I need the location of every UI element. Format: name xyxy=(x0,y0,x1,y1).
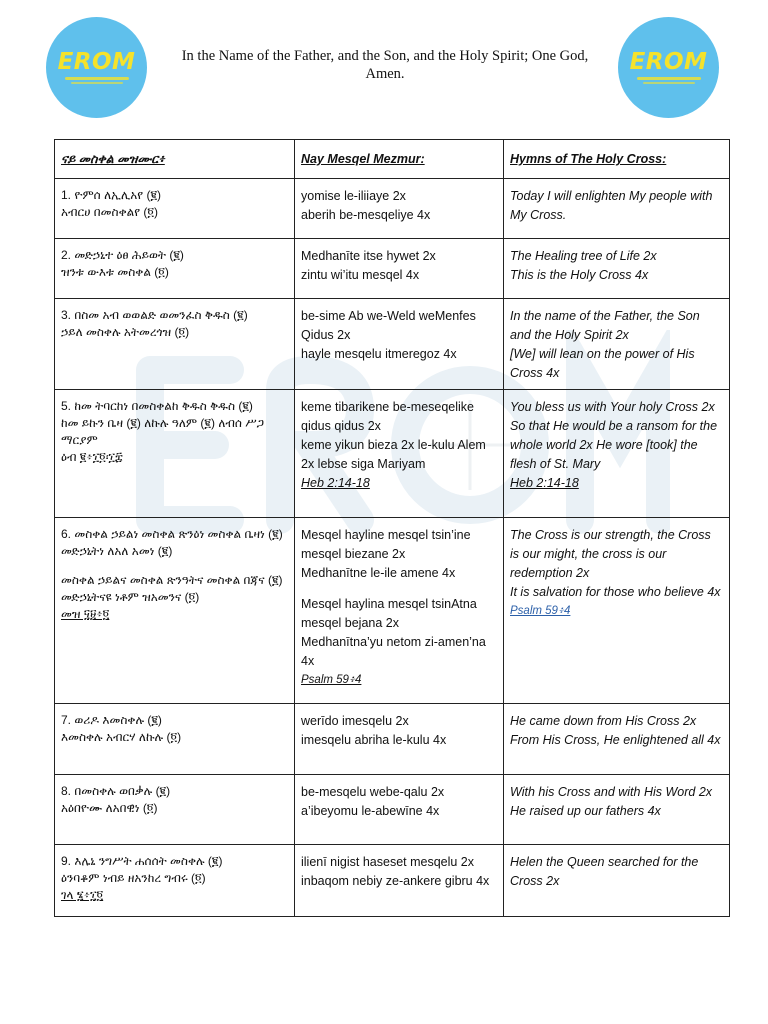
translit-line: yomise le-iliiaye 2x xyxy=(301,189,406,203)
geez-line: አዕበዮሙ ለአበዊነ (፬) xyxy=(61,801,158,815)
english-line: He came down from His Cross 2x xyxy=(510,714,697,728)
hymns-table xyxy=(54,139,730,917)
logo-tagline-bar xyxy=(71,82,123,84)
geez-line: 6. መስቀል ኃይልነ መስቀል ጽንዕነ መስቀል ቤዛነ (፪) xyxy=(61,527,283,541)
translit-line: inbaqom nebiy ze-ankere gibru 4x xyxy=(301,874,490,888)
translit-cell xyxy=(295,390,504,518)
geez-line: 5. ከመ ትባርከነ በመስቀልከ ቅዱስ ቅዱስ (፪) xyxy=(61,399,253,413)
bible-reference: Psalm 59፥4 xyxy=(510,605,571,617)
table-row xyxy=(55,299,730,390)
table-row xyxy=(55,179,730,239)
geez-line: መስቀል ኃይልና መስቀል ጽንዓትና መስቀል በጃና (፪) xyxy=(61,573,283,587)
english-cell xyxy=(504,299,730,390)
english-cell xyxy=(504,518,730,704)
header-cell-english xyxy=(504,140,730,179)
logo-tagline-bar xyxy=(643,82,695,84)
geez-cell xyxy=(55,239,295,299)
geez-cell xyxy=(55,775,295,845)
geez-line: 1. ዮምሰ ለኢሊአየ (፪) xyxy=(61,188,162,202)
english-cell xyxy=(504,704,730,775)
table-row xyxy=(55,390,730,518)
translit-line: Medhanītna’yu netom zi-amen’na 4x xyxy=(301,635,486,668)
geez-line: 2. መድኃኒተ ዕፀ ሕይወት (፪) xyxy=(61,248,184,262)
page-title: In the Name of the Father, and the Son, and the Holy Spirit; One God, Amen. xyxy=(181,48,589,82)
translit-cell xyxy=(295,518,504,704)
english-line: You bless us with Your holy Cross 2x xyxy=(510,400,715,414)
english-cell xyxy=(504,775,730,845)
english-line: Helen the Queen searched for the Cross 2x xyxy=(510,855,699,888)
english-line: Today I will enlighten My people with My Cross. xyxy=(510,189,713,222)
translit-line: ilienī nigist haseset mesqelu 2x xyxy=(301,855,475,869)
table-row xyxy=(55,775,730,845)
translit-line: Mesqel hayline mesqel tsin’ine mesqel biezane 2x xyxy=(301,528,471,561)
geez-cell xyxy=(55,390,295,518)
english-cell xyxy=(504,390,730,518)
header-translit: Nay Mesqel Mezmur: xyxy=(301,152,425,166)
translit-cell xyxy=(295,845,504,917)
geez-line: 9. እሌኒ ንግሥት ሐሰሰት መስቀሉ (፪) xyxy=(61,854,223,868)
geez-line: መድኃኒትናዩ ነቶም ዝአመንና (፬) xyxy=(61,590,200,604)
table-header-row xyxy=(55,140,730,179)
geez-cell xyxy=(55,179,295,239)
logo-tagline-bar xyxy=(637,77,701,80)
geez-reference: መዝ ፶፱፥፬ xyxy=(61,607,110,621)
translit-line: keme tibarikene be-meseqelike qidus qidus 2x xyxy=(301,400,475,433)
translit-line: Medhanīte itse hywet 2x xyxy=(301,249,436,263)
bible-reference: Psalm 59፥4 xyxy=(301,674,362,686)
english-line: From His Cross, He enlightened all 4x xyxy=(510,733,721,747)
geez-line: 3. በስመ አብ ወወልድ ወመንፈስ ቅዱስ (፪) xyxy=(61,308,248,322)
translit-line: imesqelu abriha le-kulu 4x xyxy=(301,733,447,747)
header-geez: ናይ መስቀል መዝሙር፥ xyxy=(61,152,165,166)
translit-cell xyxy=(295,775,504,845)
english-line: This is the Holy Cross 4x xyxy=(510,268,649,282)
geez-reference: ዕብ ፪፥፲፬፡፲፰ xyxy=(61,450,123,464)
header-english: Hymns of The Holy Cross: xyxy=(510,152,667,166)
translit-line: be-sime Ab we-Weld weMenfes Qidus 2x xyxy=(301,309,476,342)
geez-cell xyxy=(55,518,295,704)
english-line: It is salvation for those who believe 4x xyxy=(510,585,721,599)
english-line: With his Cross and with His Word 2x xyxy=(510,785,713,799)
geez-line: አብርሀ በመስቀልየ (፬) xyxy=(61,205,159,219)
translit-line: hayle mesqelu itmeregoz 4x xyxy=(301,347,457,361)
erom-logo-right xyxy=(618,17,719,118)
english-cell xyxy=(504,239,730,299)
translit-cell xyxy=(295,179,504,239)
geez-line: መድኃኒትነ ለአለ አመነ (፪) xyxy=(61,544,173,558)
table-row xyxy=(55,239,730,299)
translit-line: zintu wi’itu mesqel 4x xyxy=(301,268,420,282)
translit-line: Medhanītne le-ile amene 4x xyxy=(301,566,456,580)
geez-cell xyxy=(55,845,295,917)
translit-line: Mesqel haylina mesqel tsinAtna mesqel bejana 2x xyxy=(301,597,477,630)
geez-line: ኃይለ መስቀሉ አትመረጎዝ (፬) xyxy=(61,325,190,339)
geez-line: ከመ ይኩን ቤዛ (፪) ለኩሉ ዓለም (፪) ለብሰ ሥጋ ማርያም xyxy=(61,416,265,447)
geez-cell xyxy=(55,299,295,390)
header-cell-geez xyxy=(55,140,295,179)
english-cell xyxy=(504,845,730,917)
bible-reference: Heb 2:14-18 xyxy=(301,476,370,490)
english-line: The Healing tree of Life 2x xyxy=(510,249,657,263)
table-row xyxy=(55,518,730,704)
translit-line: be-mesqelu webe-qalu 2x xyxy=(301,785,445,799)
english-line: So that He would be a ransom for the whole world 2x He wore [took] the flesh of St. Mary xyxy=(510,419,718,471)
bible-reference: Heb 2:14-18 xyxy=(510,476,579,490)
translit-line: werīdo imesqelu 2x xyxy=(301,714,409,728)
translit-line: aberih be-mesqeliye 4x xyxy=(301,208,431,222)
geez-line: እመስቀሉ አብርሃ ለኩሉ (፬) xyxy=(61,730,182,744)
geez-cell xyxy=(55,704,295,775)
header-cell-translit xyxy=(295,140,504,179)
translit-cell xyxy=(295,299,504,390)
geez-line: 8. በመስቀሉ ወበቃሉ (፪) xyxy=(61,784,171,798)
translit-line: keme yikun bieza 2x le-kulu Alem 2x lebse siga Mariyam xyxy=(301,438,486,471)
translit-cell xyxy=(295,704,504,775)
erom-logo-left xyxy=(46,17,147,118)
geez-reference: ገላ ፮፥፲፬ xyxy=(61,888,104,902)
logo-tagline-bar xyxy=(65,77,129,80)
geez-line: ዕንባቆም ነብይ ዘአንከረ ግብሩ (፬) xyxy=(61,871,206,885)
translit-cell xyxy=(295,239,504,299)
logo-text: EROM xyxy=(57,49,136,75)
english-line: In the name of the Father, the Son and the Holy Spirit 2x xyxy=(510,309,700,342)
geez-line: 7. ወሪዶ እመስቀሉ (፪) xyxy=(61,713,162,727)
english-line: [We] will lean on the power of His Cross 4x xyxy=(510,347,695,380)
table-row xyxy=(55,704,730,775)
table-row xyxy=(55,845,730,917)
english-cell xyxy=(504,179,730,239)
translit-line: a’ibeyomu le-abewīne 4x xyxy=(301,804,440,818)
english-line: He raised up our fathers 4x xyxy=(510,804,661,818)
logo-text: EROM xyxy=(629,49,708,75)
english-line: The Cross is our strength, the Cross is our might, the cross is our redemption 2x xyxy=(510,528,711,580)
geez-line: ዝንቱ ውእቱ መስቀል (፬) xyxy=(61,265,169,279)
